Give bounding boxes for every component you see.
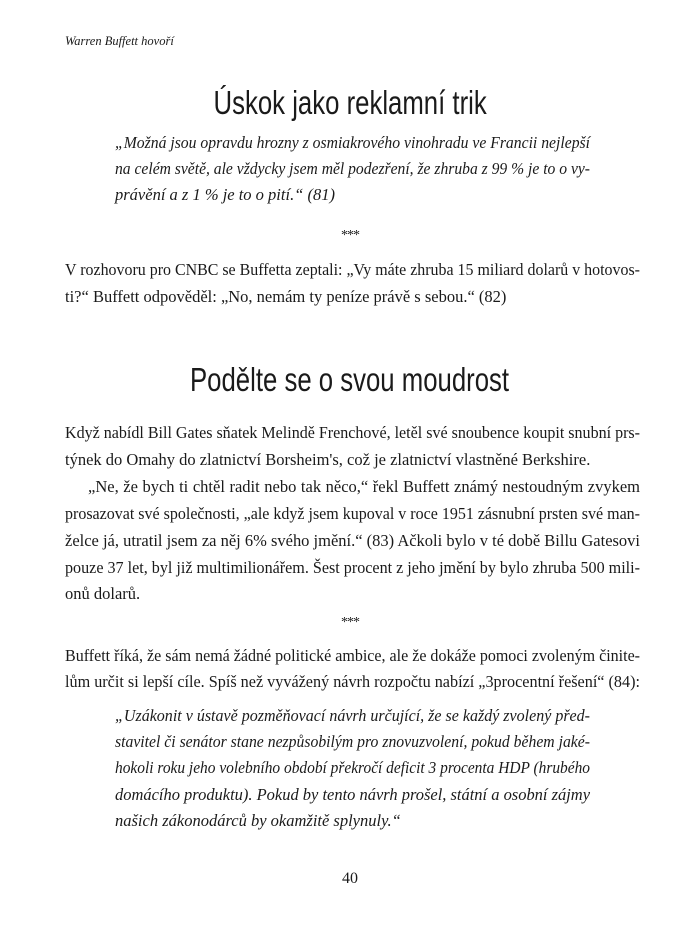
- paragraph-line-text: Když nabídl Bill Gates sňatek Melindě Frenchové, letěl své snoubence koupit snubní prs-: [65, 423, 641, 442]
- paragraph-line-text: Buffett říká, že sám nemá žádné politické ambice, ale že dokáže pomoci zvoleným činite-: [65, 646, 641, 665]
- paragraph-line-text: onů dolarů.: [65, 584, 141, 603]
- section-title-1: [0, 84, 700, 122]
- paragraph-line: [65, 504, 640, 524]
- quote-line-text: právění a z 1 % je to o pití.“ (81): [115, 185, 335, 204]
- paragraph-line-text: pouze 37 let, byl již multimilionářem. Šest procent z jeho jmění by bylo zhruba 500 mili-: [65, 558, 641, 577]
- separator: ***: [341, 228, 359, 243]
- paragraph-line-text: želce já, utratil jsem za něj 6% svého jmění.“ (83) Ačkoli bylo v té době Billu Gatesovi: [65, 531, 640, 550]
- quote-line-text: na celém světě, ale vždycky jsem měl podezření, že zhruba z 99 % je to o vy-: [115, 159, 591, 178]
- quote-line: [115, 159, 590, 179]
- quote-line: [115, 785, 590, 805]
- running-header: Warren Buffett hovoří: [65, 34, 174, 48]
- paragraph-line-text: týnek do Omahy do zlatnictví Borsheim's, což je zlatnictví vlastněné Berkshire.: [65, 450, 591, 469]
- section-title-text: Podělte se o svou moudrost: [190, 361, 510, 398]
- quote-line-text: „Uzákonit v ústavě pozměňovací návrh určující, že se každý zvolený před-: [115, 706, 591, 725]
- paragraph-line: [65, 287, 640, 307]
- quote-line-text: hokoli roku jeho volebního období překročí deficit 3 procenta HDP (hrubého: [115, 758, 590, 777]
- quote-line: [115, 133, 590, 153]
- paragraph-line-text: prosazovat své společnosti, „ale když jsem kupoval v roce 1951 zásnubní prsten své man-: [65, 504, 641, 523]
- paragraph-line: [65, 260, 640, 280]
- page-number: 40: [342, 870, 358, 887]
- quote-line-text: „Možná jsou opravdu hrozny z osmiakrového vinohradu ve Francii nejlepší: [115, 133, 591, 152]
- paragraph-line: [65, 450, 640, 470]
- paragraph-line: [65, 646, 640, 666]
- section-title-text: Úskok jako reklamní trik: [213, 84, 487, 121]
- paragraph-line: [88, 477, 640, 497]
- paragraph-line: [65, 584, 640, 604]
- quote-line: [115, 758, 590, 778]
- quote-line-text: stavitel či senátor stane nezpůsobilým pro znovuzvolení, pokud během jaké-: [115, 732, 590, 751]
- quote-line-text: domácího produktu). Pokud by tento návrh prošel, státní a osobní zájmy: [115, 785, 591, 804]
- paragraph-line: [65, 672, 640, 692]
- paragraph-line-text: „Ne, že bych ti chtěl radit nebo tak něco,“ řekl Buffett známý nestoudným zvykem: [88, 477, 641, 496]
- paragraph-line-text: V rozhovoru pro CNBC se Buffetta zeptali: „Vy máte zhruba 15 miliard dolarů v hotovos-: [65, 260, 640, 279]
- paragraph-line-text: ti?“ Buffett odpověděl: „No, nemám ty peníze právě s sebou.“ (82): [65, 287, 507, 306]
- quote-line: [115, 706, 590, 726]
- paragraph-line: [65, 558, 640, 578]
- paragraph-line-text: lům určit si lepší cíle. Spíš než vyvážený návrh rozpočtu nabízí „3procentní řešení“ (84):: [65, 672, 640, 691]
- quote-line-text: našich zákonodárců by okamžitě splynuly.“: [115, 811, 401, 830]
- section-title-2: [0, 361, 700, 399]
- quote-line: [115, 732, 590, 752]
- quote-line: [115, 185, 590, 205]
- paragraph-line: [65, 423, 640, 443]
- quote-line: [115, 811, 590, 831]
- paragraph-line: [65, 531, 640, 551]
- separator: ***: [341, 615, 359, 630]
